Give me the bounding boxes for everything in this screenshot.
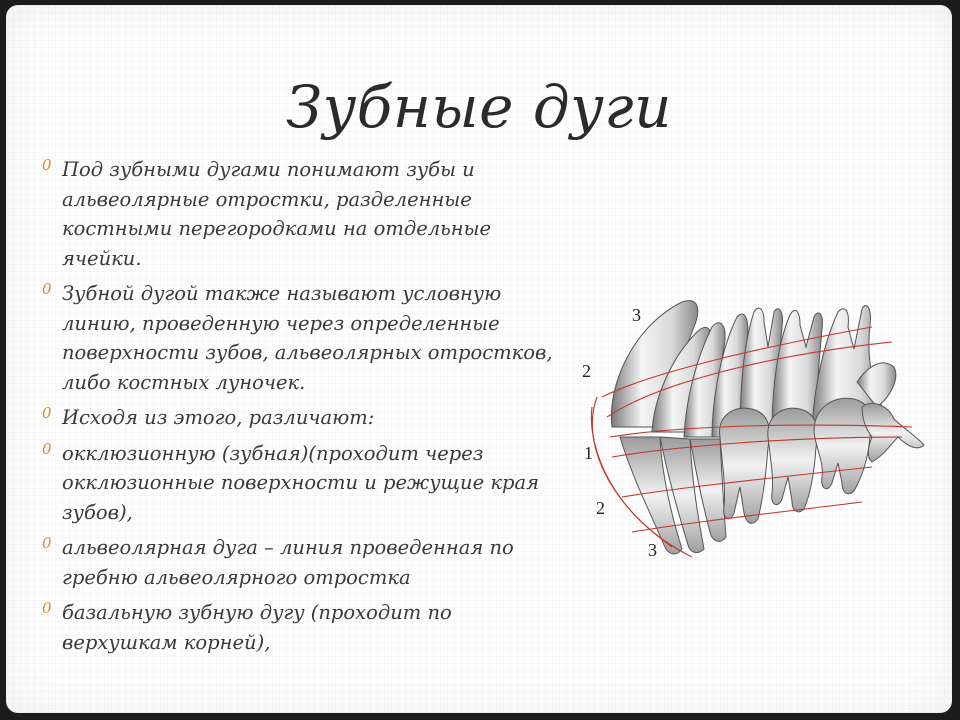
bullet-list [40, 155, 570, 663]
bullet-text: Исходя из этого, различают: [62, 406, 375, 429]
bullet-text: Под зубными дугами понимают зубы и альвеолярные отростки, разделенные костными перегородками на отдельные ячейки. [62, 158, 492, 270]
label-lower-basal: 3 [648, 540, 657, 560]
dental-arch-illustration [572, 287, 932, 577]
bullet-marker: 0 [42, 599, 52, 617]
bullet-text: окклюзионную (зубная)(проходит через окклюзионные поверхности и режущие края зубов), [62, 441, 540, 524]
bullet-marker: 0 [42, 404, 52, 422]
bullet-text: альвеолярная дуга – линия проведенная по гребню альвеолярного отростка [62, 536, 514, 589]
bullet-marker: 0 [42, 439, 52, 458]
slide-title: Зубные дуги [286, 73, 672, 141]
bullet-item [40, 403, 570, 433]
bullet-item [40, 155, 570, 273]
bullet-text: Зубной дугой также называют условную линию, проведенную через определенные поверхности зубов, альвеолярных отростков, либо костных луночек. [62, 282, 553, 394]
bullet-text: базальную зубную дугу (проходит по верхушкам корней), [62, 601, 452, 654]
label-lower-alveolar: 2 [596, 498, 605, 518]
bullet-marker: 0 [42, 156, 52, 174]
teeth-drawing [572, 287, 932, 577]
bullet-item [40, 598, 570, 657]
label-upper-basal: 3 [632, 305, 641, 325]
bullet-item [40, 439, 570, 528]
label-upper-alveolar: 2 [582, 361, 591, 381]
bullet-item [40, 533, 570, 592]
slide [6, 5, 952, 713]
bullet-marker: 0 [42, 534, 52, 552]
label-occlusal: 1 [584, 443, 593, 463]
bullet-item [40, 279, 570, 397]
bullet-marker: 0 [42, 280, 52, 298]
